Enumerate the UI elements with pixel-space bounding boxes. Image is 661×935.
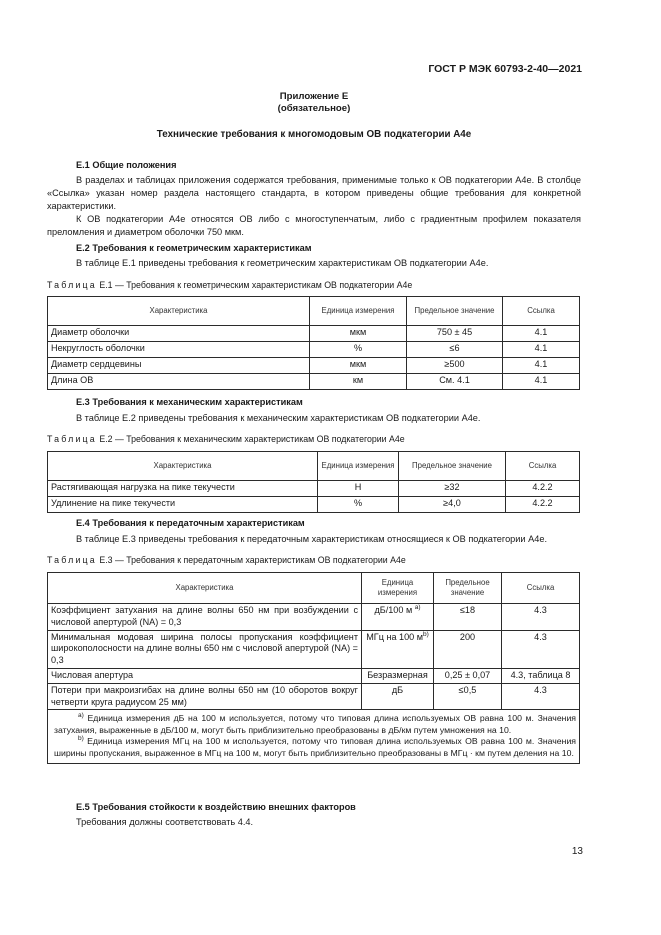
table-row: Длина ОВ км См. 4.1 4.1	[48, 374, 580, 390]
section-e5-paragraph: Требования должны соответствовать 4.4.	[76, 817, 254, 827]
section-e3-paragraph: В таблице Е.2 приведены требования к механическим характеристикам ОВ подкатегории A4e.	[76, 413, 481, 423]
header-cell: Единица измерения	[310, 297, 407, 326]
section-e2-heading: Е.2 Требования к геометрическим характеристикам	[76, 243, 312, 253]
table-row: Коэффициент затухания на длине волны 650 нм при возбуждении с числовой апертурой (NA) = 0,3 дБ/100 м $^{a)}$ ≤18 4.3	[48, 604, 580, 631]
header-cell: Единица измерения	[318, 452, 399, 481]
header-cell: Ссылка	[502, 573, 580, 604]
section-e1-heading: Е.1 Общие положения	[76, 160, 177, 170]
appendix-heading: Технические требования к многомодовым ОВ подкатегории A4e	[156, 129, 472, 140]
header-cell: Характеристика	[48, 452, 318, 481]
table-row: Числовая апертура Безразмерная 0,25 ± 0,07 4.3, таблица 8	[48, 668, 580, 683]
header-cell: Характеристика	[48, 297, 310, 326]
section-e4-heading: Е.4 Требования к передаточным характеристикам	[76, 518, 305, 528]
section-e3-heading: Е.3 Требования к механическим характеристикам	[76, 397, 303, 407]
standard-header: ГОСТ Р МЭК 60793-2-40—2021	[428, 63, 582, 75]
table-e3	[47, 572, 580, 764]
table-row: Удлинение на пике текучести % ≥4,0 4.2.2	[48, 497, 580, 513]
table-row: Диаметр сердцевины мкм ≥500 4.1	[48, 358, 580, 374]
table-header-row	[48, 452, 580, 481]
table-e1-caption: Таблица Е.1 — Требования к геометрическим характеристикам ОВ подкатегории A4e	[47, 280, 413, 290]
footnote-b: $^{b)}$ Единица измерения МГц на 100 м используется, потому что типовая длина используемых ОВ равна 100 м. Значения ширины пропускания, выраженное в МГц на 100 м, могут быть приблизительно преобразованы в МГц · км путем деления на 10.	[54, 735, 576, 758]
section-e5-heading: Е.5 Требования стойкости к воздействию внешних факторов	[76, 802, 356, 812]
table-header-row	[48, 573, 580, 604]
table-e3-caption: Таблица Е.3 — Требования к передаточным характеристикам ОВ подкатегории A4e	[47, 555, 406, 565]
table-row: Диаметр оболочки мкм 750 ± 45 4.1	[48, 326, 580, 342]
table-header-row	[48, 297, 580, 326]
header-cell: Предельное значение	[434, 573, 502, 604]
appendix-title: Приложение Е	[279, 91, 349, 102]
table-row: Растягивающая нагрузка на пике текучести Н ≥32 4.2.2	[48, 481, 580, 497]
section-e4-paragraph: В таблице Е.3 приведены требования к передаточным характеристикам относящиеся к ОВ подкатегории A4e.	[76, 534, 547, 544]
header-cell: Предельное значение	[399, 452, 506, 481]
header-cell: Характеристика	[48, 573, 362, 604]
section-e1-paragraph-1: В разделах и таблицах приложения содержатся требования, применимые только к ОВ подкатегории A4e. В столбце «Ссылка» указан номер раздела настоящего стандарта, в котором приведены общие требования для конкретной характеристики.	[47, 175, 581, 211]
footnote-a: $^{a)}$ Единица измерения дБ на 100 м используется, потому что типовая длина используемых ОВ равна 100 м. Значения затухания, выраженные в дБ/100 м, могут быть приблизительно преобразованы в дБ/км путем умножения на 10.	[54, 712, 577, 735]
header-cell: Предельное значение	[407, 297, 503, 326]
table-e1	[47, 296, 580, 390]
header-cell: Ссылка	[506, 452, 580, 481]
table-e2-caption: Таблица Е.2 — Требования к механическим характеристикам ОВ подкатегории A4e	[47, 434, 405, 444]
appendix-status: (обязательное)	[277, 103, 351, 114]
table-footnotes	[48, 710, 580, 764]
table-row: Минимальная модовая ширина полосы пропускания коэффициент широкополосности на длине волны 650 нм с числовой апертурой (NA) = 0,3 МГц на 100 $м^{b)}$ 200 4.3	[48, 630, 580, 668]
header-cell: Единица измерения	[362, 573, 434, 604]
header-cell: Ссылка	[503, 297, 580, 326]
section-e1-paragraph-2: К ОВ подкатегории A4e относятся ОВ либо с многоступенчатым, либо с градиентным профилем показателя преломления и диаметром оболочки 750 мкм.	[47, 214, 581, 237]
table-row: Некруглость оболочки % ≤6 4.1	[48, 342, 580, 358]
section-e2-paragraph: В таблице Е.1 приведены требования к геометрическим характеристикам ОВ подкатегории A4e.	[76, 258, 489, 268]
table-row: Потери при макроизгибах на длине волны 650 нм (10 оборотов вокруг четверти круга радиусом 25 мм) дБ ≤0,5 4.3	[48, 683, 580, 710]
table-e2	[47, 451, 580, 513]
page-number: 13	[571, 846, 583, 857]
